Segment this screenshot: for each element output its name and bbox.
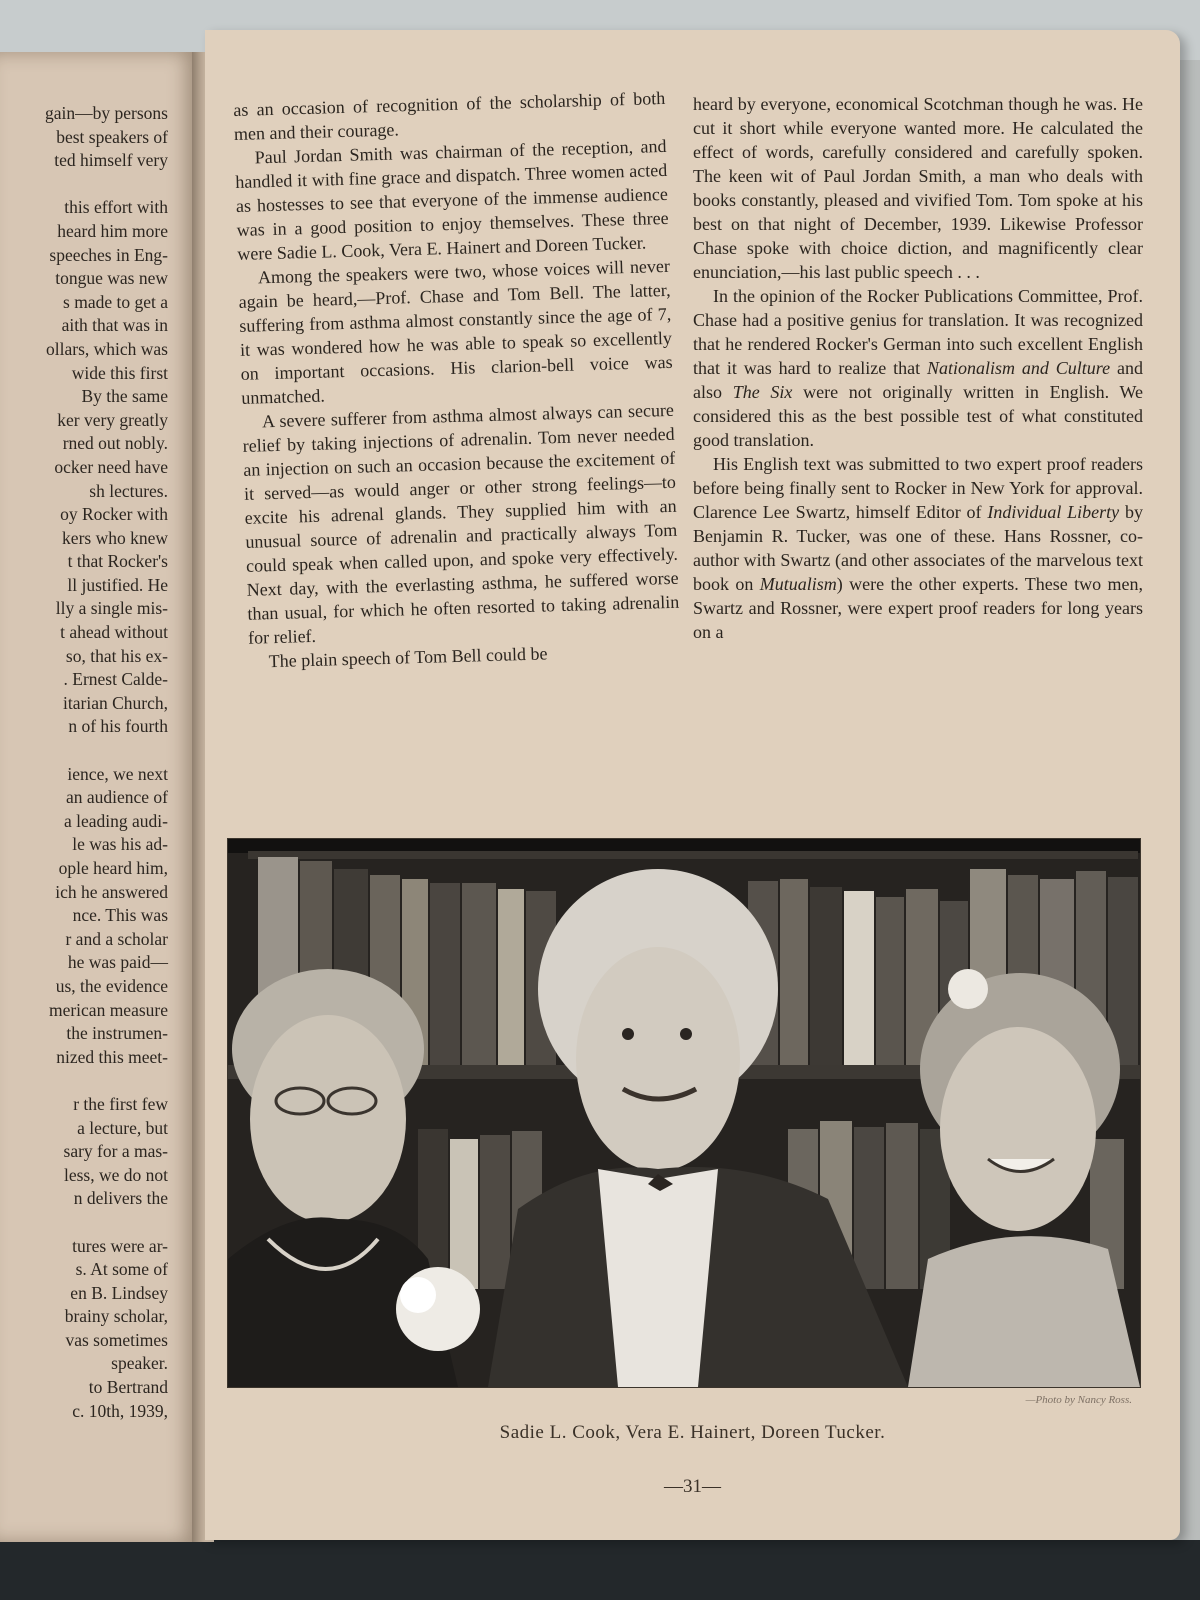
text-run: His English text was submitted to two expert proof readers before being finally sent to Rocker in New York for approval. Clarence Lee Swartz, himself Editor of — [693, 454, 1143, 522]
left-page-line: oy Rocker with — [60, 504, 168, 525]
paragraph: A severe sufferer from asthma almost always can secure relief by taking injections of adrenalin. Tom never needed an injection on such an occasion because the excitement of it served—as would anger or other strong feelings—to excite his adrenal glands. They supplied him with an unusual source of adrenalin and practically always Tom could speak when called upon, and spoke very effectively. Next day, with the everlasting asthma, he suffered worse than usual, for which he often resorted to taking adrenalin for relief. — [242, 399, 680, 648]
book-title: Nationalism and Culture — [927, 358, 1111, 378]
left-page-line: nce. This was — [72, 905, 168, 926]
left-page-line: ich he answered — [55, 881, 168, 902]
text-run: by Benjamin R. Tucker, was one of these. Hans Rossner, co-author with Swartz (and other associates of the marvelous text book on — [693, 502, 1143, 594]
left-page-line: to Bertrand — [88, 1377, 168, 1398]
left-page-line: he was paid— — [67, 952, 168, 973]
left-page-line: le was his ad- — [72, 834, 168, 855]
left-page-line: aith that was in — [61, 315, 168, 336]
left-page-line: ollars, which was — [46, 338, 168, 359]
left-page-line: best speakers of — [56, 126, 168, 147]
left-page-line: c. 10th, 1939, — [72, 1400, 168, 1421]
book-title: The Six — [732, 382, 793, 402]
left-page-line: rned out nobly. — [62, 433, 168, 454]
book-title: Mutualism — [759, 574, 837, 594]
text-run: ) were the other experts. These two men, Swartz and Rossner, were expert proof readers for long years on a — [693, 574, 1144, 642]
left-page-line: wide this first — [71, 362, 168, 383]
left-page-line: sh lectures. — [89, 480, 168, 501]
right-page — [205, 30, 1180, 1540]
left-page-line — [0, 739, 168, 763]
left-page-line: By the same — [81, 386, 168, 407]
left-page-line: ker very greatly — [57, 409, 168, 430]
left-page-line: kers who knew — [62, 527, 168, 548]
page-number: —31— — [664, 1476, 721, 1497]
left-page-line: s. At some of — [75, 1259, 168, 1280]
left-page-line: less, we do not — [63, 1164, 168, 1185]
text-run: were not originally written in English. We considered this as the best possible test of what constituted good translation. — [693, 382, 1143, 450]
left-page-line: a lecture, but — [77, 1117, 168, 1138]
paragraph — [693, 452, 1143, 644]
left-page-line: ted himself very — [54, 150, 168, 171]
photo-illustration — [228, 839, 1140, 1387]
middle-column-text — [233, 86, 681, 674]
left-page-line: r and a scholar — [65, 928, 168, 949]
text-run: In the opinion of the Rocker Publications Committee, Prof. Chase had a positive genius for translation. It was recognized that he rendered Rocker's German into such excellent English that it was hard to realize that — [693, 286, 1143, 378]
left-page-line: t ahead without — [60, 622, 168, 643]
left-page-line: speeches in Eng- — [49, 244, 168, 265]
left-page-line: n of his fourth — [68, 716, 168, 737]
left-page-line: en B. Lindsey — [70, 1282, 168, 1303]
right-column-text — [693, 92, 1143, 644]
left-page-line: so, that his ex- — [65, 645, 168, 666]
left-page-line: ople heard him, — [58, 858, 168, 878]
paragraph: as an occasion of recognition of the scholarship of both men and their courage. — [233, 87, 666, 144]
text-run: and also — [693, 358, 1143, 402]
left-page-line: a leading audi- — [64, 810, 168, 831]
left-page-line: r the first few — [73, 1093, 168, 1114]
paragraph: Paul Jordan Smith was chairman of the reception, and handled it with fine grace and dispatch. Three women acted as hostesses to see that everyone of the immense audience was in a good position to enjoy themselves. These three were Sadie L. Cook, Vera E. Hainert and Doreen Tucker. — [235, 135, 669, 264]
left-page-line — [0, 1069, 168, 1093]
paragraph: Among the speakers were two, whose voices will never again be heard,—Prof. Chase and Tom Bell. The latter, suffering from asthma almost constantly since the age of 7, it was wondered how he was able to speak so excellently on important occasions. His clarion-bell voice was unmatched. — [238, 255, 673, 408]
left-page-line: an audience of — [65, 787, 168, 808]
left-page-line: this effort with — [64, 197, 168, 218]
paragraph: heard by everyone, economical Scotchman though he was. He cut it short while everyone wanted more. He calculated the effect of words, carefully considered and carefully spoken. The keen wit of Paul Jordan Smith, a man who deals with books constantly, pleased and vivified Tom. Tom spoke at his best on that night of December, 1939. Likewise Professor Chase spoke with choice diction, and magnificently clear enunciation,—his last public speech . . . — [693, 94, 1143, 282]
left-page-line: s made to get a — [63, 291, 168, 312]
left-page-line: ience, we next — [67, 763, 168, 784]
left-page-line: ocker need have — [54, 456, 168, 477]
left-page-line: the instrumen- — [66, 1023, 168, 1044]
left-page-line: itarian Church, — [63, 692, 168, 713]
photo-caption: Sadie L. Cook, Vera E. Hainert, Doreen Tucker. — [499, 1422, 886, 1443]
left-page-line: n delivers the — [73, 1188, 168, 1209]
left-page-line — [0, 1211, 168, 1235]
left-page-line: sary for a mas- — [63, 1141, 168, 1162]
left-page-line: vas sometimes — [65, 1329, 168, 1350]
left-page-line — [0, 173, 168, 197]
left-page-line: heard him more — [57, 220, 168, 241]
left-page-line: nized this meet- — [56, 1046, 168, 1067]
publication-title: Individual Liberty — [987, 502, 1120, 522]
left-page-line: tongue was new — [55, 268, 168, 289]
left-page-line: tures were ar- — [72, 1235, 168, 1256]
paragraph: The plain speech of Tom Bell could be — [268, 643, 548, 672]
left-column-text — [0, 102, 168, 1423]
left-page-line: brainy scholar, — [64, 1306, 168, 1327]
left-page-line: ll justified. He — [67, 574, 168, 595]
paragraph — [693, 284, 1143, 452]
background-table-edge — [0, 1540, 1200, 1600]
photo-credit: —Photo by Nancy Ross. — [1025, 1394, 1132, 1406]
left-page-line: t that Rocker's — [67, 551, 168, 572]
left-page-line: . Ernest Calde- — [63, 669, 168, 690]
left-page-line: merican measure — [48, 999, 168, 1020]
left-page — [0, 52, 198, 1542]
group-photo — [227, 838, 1141, 1388]
left-page-line: speaker. — [111, 1353, 168, 1374]
left-page-line: lly a single mis- — [55, 598, 168, 619]
left-page-line: gain—by persons — [45, 103, 168, 123]
left-page-line: us, the evidence — [55, 975, 168, 996]
